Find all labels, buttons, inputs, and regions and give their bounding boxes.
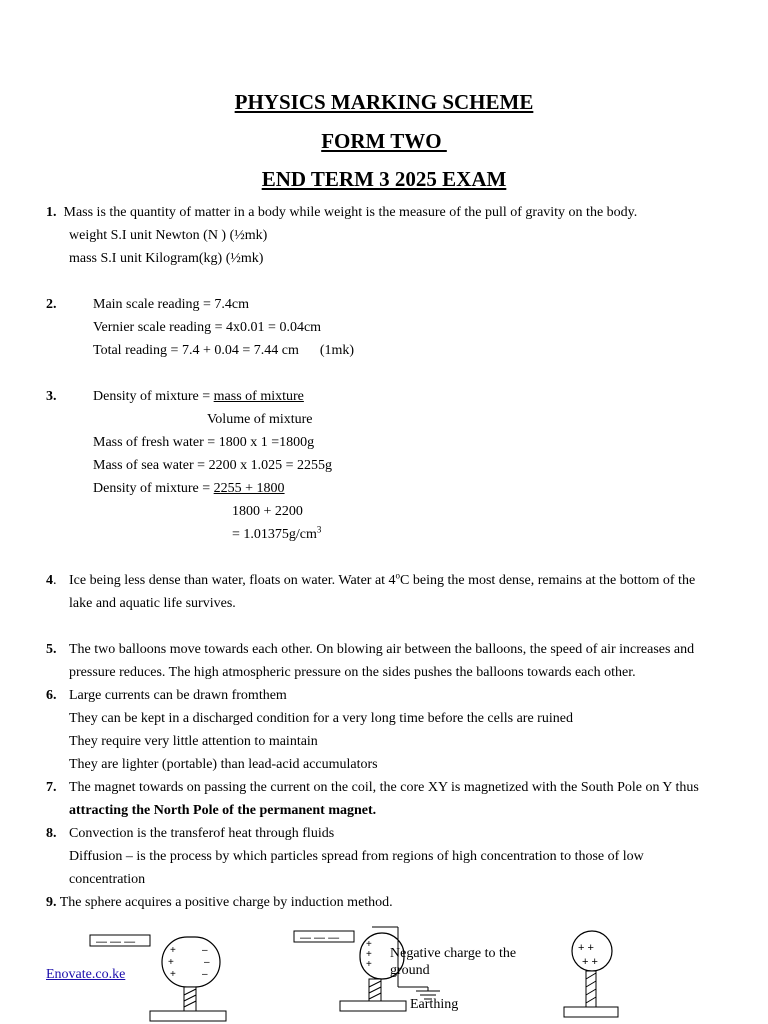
svg-text:+: + xyxy=(170,969,176,980)
question-number: 9. xyxy=(46,895,57,910)
positive-signs: + + xyxy=(578,942,594,954)
question-number: 1. xyxy=(46,205,57,220)
formula-density xyxy=(93,388,304,405)
degree-symbol: o xyxy=(395,570,401,581)
formula-numerator: 2255 + 1800 xyxy=(213,481,285,496)
svg-text:+: + xyxy=(366,949,372,960)
answer-text: Total reading = 7.4 + 0.04 = 7.44 cm (1mk) xyxy=(93,343,355,358)
answer-text xyxy=(69,572,695,589)
result-exponent: 3 xyxy=(316,524,322,535)
answer-text: Main scale reading = 7.4cm xyxy=(93,297,250,312)
question-number: 6. xyxy=(46,688,57,703)
answer-text: They can be kept in a discharged condition for a very long time before the cells are ruined xyxy=(69,711,573,726)
form-subtitle: FORM TWO xyxy=(321,129,447,153)
formula-label: Density of mixture = xyxy=(93,389,214,404)
answer-text: Convection is the transferof heat through fluids xyxy=(69,826,335,841)
answer-text: The magnet towards on passing the current on the coil, the core XY is magnetized with the South Pole on Y thus xyxy=(69,780,699,795)
answer-text-part: Ice being less dense than water, floats on water. Water at 4 xyxy=(69,573,396,588)
svg-text:+: + xyxy=(168,957,174,968)
answer-4 xyxy=(46,572,57,589)
answer-text: Vernier scale reading = 4x0.01 = 0.04cm xyxy=(93,320,322,335)
formula-result xyxy=(232,526,321,543)
answer-text: The sphere acquires a positive charge by induction method. xyxy=(59,895,393,910)
question-number: 8. xyxy=(46,826,57,841)
negative-signs: – xyxy=(202,945,208,956)
answer-text: Diffusion – is the process by which particles spread from regions of high concentration to those of low xyxy=(69,849,644,864)
figure-label: Negative charge to the xyxy=(390,946,517,961)
question-dot: . xyxy=(53,573,57,588)
svg-text:–: – xyxy=(202,969,208,980)
svg-text:+ +: + + xyxy=(582,956,598,968)
exam-subtitle: END TERM 3 2025 EXAM xyxy=(261,167,507,191)
svg-text:+: + xyxy=(366,959,372,970)
page-title: PHYSICS MARKING SCHEME xyxy=(234,90,534,114)
formula-label: Density of mixture = xyxy=(93,481,214,496)
figure-label: ground xyxy=(390,963,430,978)
earthing-label: Earthing xyxy=(410,997,459,1012)
answer-text: Mass of sea water = 2200 x 1.025 = 2255g xyxy=(93,458,332,473)
answer-text-part: C being the most dense, remains at the bottom of the xyxy=(400,573,696,588)
negative-signs: — — — xyxy=(96,936,136,948)
question-number: 4 xyxy=(46,573,53,588)
question-number: 5. xyxy=(46,642,57,657)
stand-base xyxy=(340,1001,406,1011)
induction-sketch-3 xyxy=(550,925,630,1024)
insulating-stand xyxy=(184,987,196,1011)
answer-1 xyxy=(46,204,637,221)
question-number: 7. xyxy=(46,780,57,795)
answer-text: They are lighter (portable) than lead-acid accumulators xyxy=(69,757,378,772)
answer-text: They require very little attention to maintain xyxy=(69,734,318,749)
formula-denominator: Volume of mixture xyxy=(207,412,313,427)
question-number: 3. xyxy=(46,389,57,404)
formula-numerator: mass of mixture xyxy=(213,389,304,404)
answer-text: mass S.I unit Kilogram(kg) (½mk) xyxy=(69,251,264,266)
negative-signs: — — — xyxy=(300,932,340,944)
answer-text: The two balloons move towards each other. On blowing air between the balloons, the speed of air increases and xyxy=(69,642,695,657)
formula-denominator: 1800 + 2200 xyxy=(232,504,303,519)
result-value: = 1.01375g/cm xyxy=(232,527,317,542)
answer-text: concentration xyxy=(69,872,146,887)
stand-base xyxy=(150,1011,226,1021)
question-number: 2. xyxy=(46,297,57,312)
answer-text: lake and aquatic life survives. xyxy=(69,596,236,611)
answer-text: weight S.I unit Newton (N ) (½mk) xyxy=(69,228,268,243)
answer-text: Mass is the quantity of matter in a body while weight is the measure of the pull of gravity on the body. xyxy=(63,205,638,220)
answer-text: pressure reduces. The high atmospheric pressure on the sides pushes the balloons towards each other. xyxy=(69,665,636,680)
stand-base xyxy=(564,1007,618,1017)
answer-text: Large currents can be drawn fromthem xyxy=(69,688,287,703)
formula-density-calc xyxy=(93,480,285,497)
site-link[interactable]: Enovate.co.ke xyxy=(46,967,126,982)
positive-signs: + xyxy=(366,939,372,950)
positive-signs: + xyxy=(170,945,176,956)
answer-text-bold: attracting the North Pole of the permanent magnet. xyxy=(69,803,377,818)
answer-9 xyxy=(46,894,393,911)
svg-text:–: – xyxy=(204,957,210,968)
answer-text: Mass of fresh water = 1800 x 1 =1800g xyxy=(93,435,315,450)
